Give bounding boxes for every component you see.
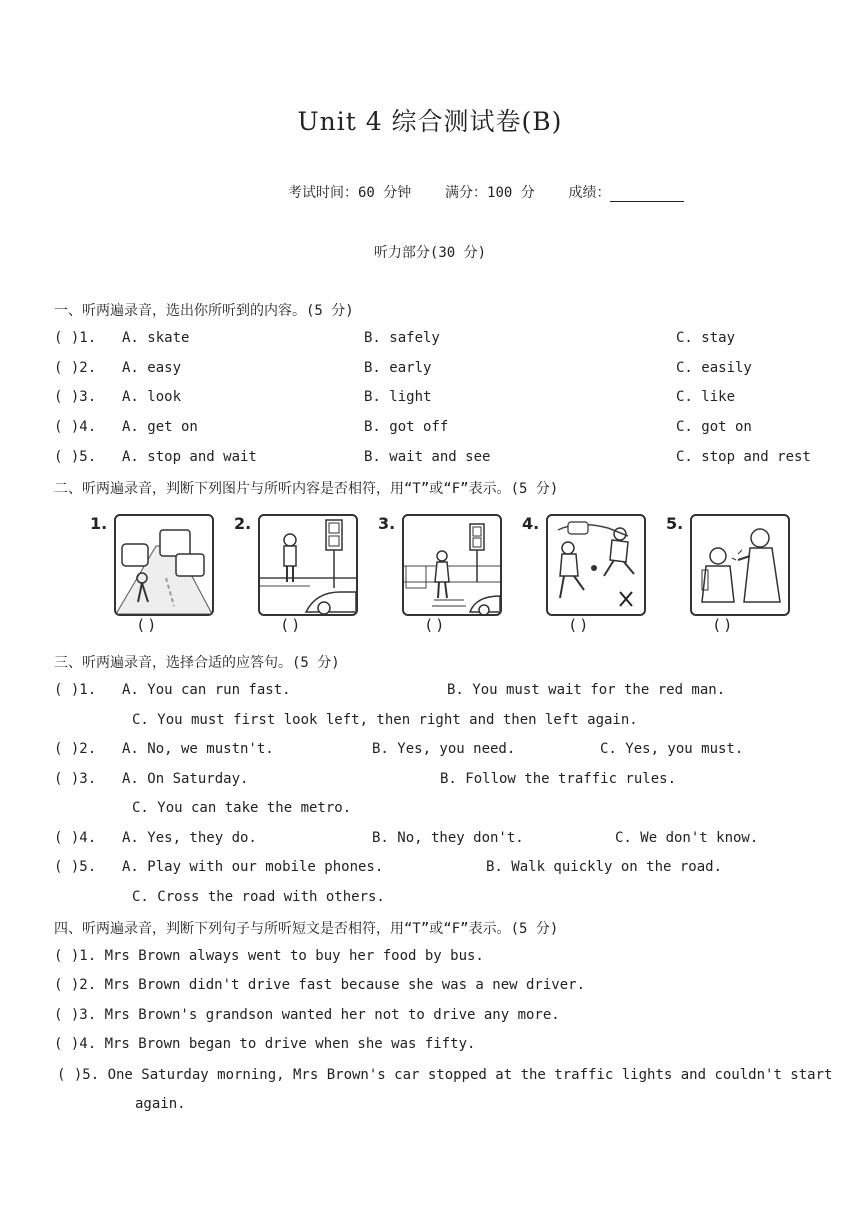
question-number[interactable]: ( )1. [54, 682, 97, 698]
option-b: B. Walk quickly on the road. [486, 859, 723, 875]
option-c: C. like [676, 389, 736, 405]
question-number[interactable]: ( )5. [54, 859, 97, 875]
option-b: B. light [364, 389, 432, 405]
option-b: B. early [364, 360, 432, 376]
statement-continuation: again. [135, 1096, 186, 1112]
section3-heading: 三、听两遍录音，选择合适的应答句。(5 分) [54, 655, 340, 671]
girl-crossing-road-icon [402, 514, 502, 616]
question-number[interactable]: ( )5. [54, 449, 97, 465]
option-a: A. skate [122, 330, 190, 346]
option-b: B. Yes, you need. [372, 741, 516, 757]
question-number[interactable]: ( )1. [54, 330, 97, 346]
picture-item [522, 512, 642, 642]
part-title: 听力部分(30 分) [373, 245, 487, 261]
option-c: C. You can take the metro. [132, 800, 352, 816]
section4-heading: 四、听两遍录音，判断下列句子与所听短文是否相符，用“T”或“F”表示。(5 分) [54, 921, 559, 937]
answer-blank[interactable]: ( ) [714, 616, 731, 634]
option-b: B. got off [364, 419, 449, 435]
option-c: C. easily [676, 360, 752, 376]
page-title: Unit 4 综合测试卷(B) [297, 107, 563, 136]
option-a: A. You can run fast. [122, 682, 291, 698]
picture-item [90, 512, 210, 642]
section2-heading: 二、听两遍录音，判断下列图片与所听内容是否相符，用“T”或“F”表示。(5 分) [54, 481, 559, 497]
exam-time: 考试时间：60 分钟 [288, 185, 412, 201]
picture-number: 4. [522, 514, 540, 533]
option-c: C. Yes, you must. [600, 741, 744, 757]
option-c: C. You must first look left, then right and then left again. [132, 712, 638, 728]
picture-number: 1. [90, 514, 108, 533]
option-c: C. We don't know. [615, 830, 759, 846]
exam-meta [288, 182, 684, 202]
boy-at-traffic-light-icon [258, 514, 358, 616]
option-b: B. wait and see [364, 449, 491, 465]
option-a: A. Yes, they do. [122, 830, 257, 846]
answer-blank[interactable]: ( ) [282, 616, 299, 634]
question-number[interactable]: ( )2. [54, 741, 97, 757]
question-number[interactable]: ( )2. [54, 360, 97, 376]
option-a: A. stop and wait [122, 449, 257, 465]
option-a: A. No, we mustn't. [122, 741, 274, 757]
question-number[interactable]: ( )3. [54, 389, 97, 405]
picture-row [90, 512, 802, 642]
option-a: A. Play with our mobile phones. [122, 859, 384, 875]
picture-item [666, 512, 786, 642]
picture-number: 2. [234, 514, 252, 533]
option-c: C. stop and rest [676, 449, 811, 465]
option-b: B. safely [364, 330, 440, 346]
score-blank[interactable] [610, 186, 684, 202]
full-score: 满分：100 分 [445, 185, 535, 201]
option-a: A. easy [122, 360, 182, 376]
score-label: 成绩： [568, 185, 611, 201]
statement-item[interactable]: ( )2. Mrs Brown didn't drive fast because she was a new driver. [54, 977, 586, 993]
statement-item[interactable]: ( )5. One Saturday morning, Mrs Brown's car stopped at the traffic lights and couldn't start [57, 1067, 833, 1083]
option-b: B. Follow the traffic rules. [440, 771, 677, 787]
question-number[interactable]: ( )4. [54, 830, 97, 846]
option-b: B. No, they don't. [372, 830, 524, 846]
option-c: C. Cross the road with others. [132, 889, 385, 905]
option-c: C. got on [676, 419, 752, 435]
boys-playing-on-road-icon [546, 514, 646, 616]
cars-on-road-icon [114, 514, 214, 616]
picture-number: 5. [666, 514, 684, 533]
answer-blank[interactable]: ( ) [570, 616, 587, 634]
picture-item [378, 512, 498, 642]
option-b: B. You must wait for the red man. [447, 682, 726, 698]
option-a: A. look [122, 389, 182, 405]
picture-number: 3. [378, 514, 396, 533]
option-a: A. On Saturday. [122, 771, 249, 787]
section1-heading: 一、听两遍录音，选出你所听到的内容。(5 分) [54, 303, 354, 319]
option-a: A. get on [122, 419, 198, 435]
statement-item[interactable]: ( )3. Mrs Brown's grandson wanted her not to drive any more. [54, 1007, 560, 1023]
statement-item[interactable]: ( )4. Mrs Brown began to drive when she was fifty. [54, 1036, 476, 1052]
option-c: C. stay [676, 330, 736, 346]
answer-blank[interactable]: ( ) [138, 616, 155, 634]
teacher-talking-to-boy-icon [690, 514, 790, 616]
question-number[interactable]: ( )4. [54, 419, 97, 435]
statement-item[interactable]: ( )1. Mrs Brown always went to buy her food by bus. [54, 948, 484, 964]
picture-item [234, 512, 354, 642]
question-number[interactable]: ( )3. [54, 771, 97, 787]
answer-blank[interactable]: ( ) [426, 616, 443, 634]
